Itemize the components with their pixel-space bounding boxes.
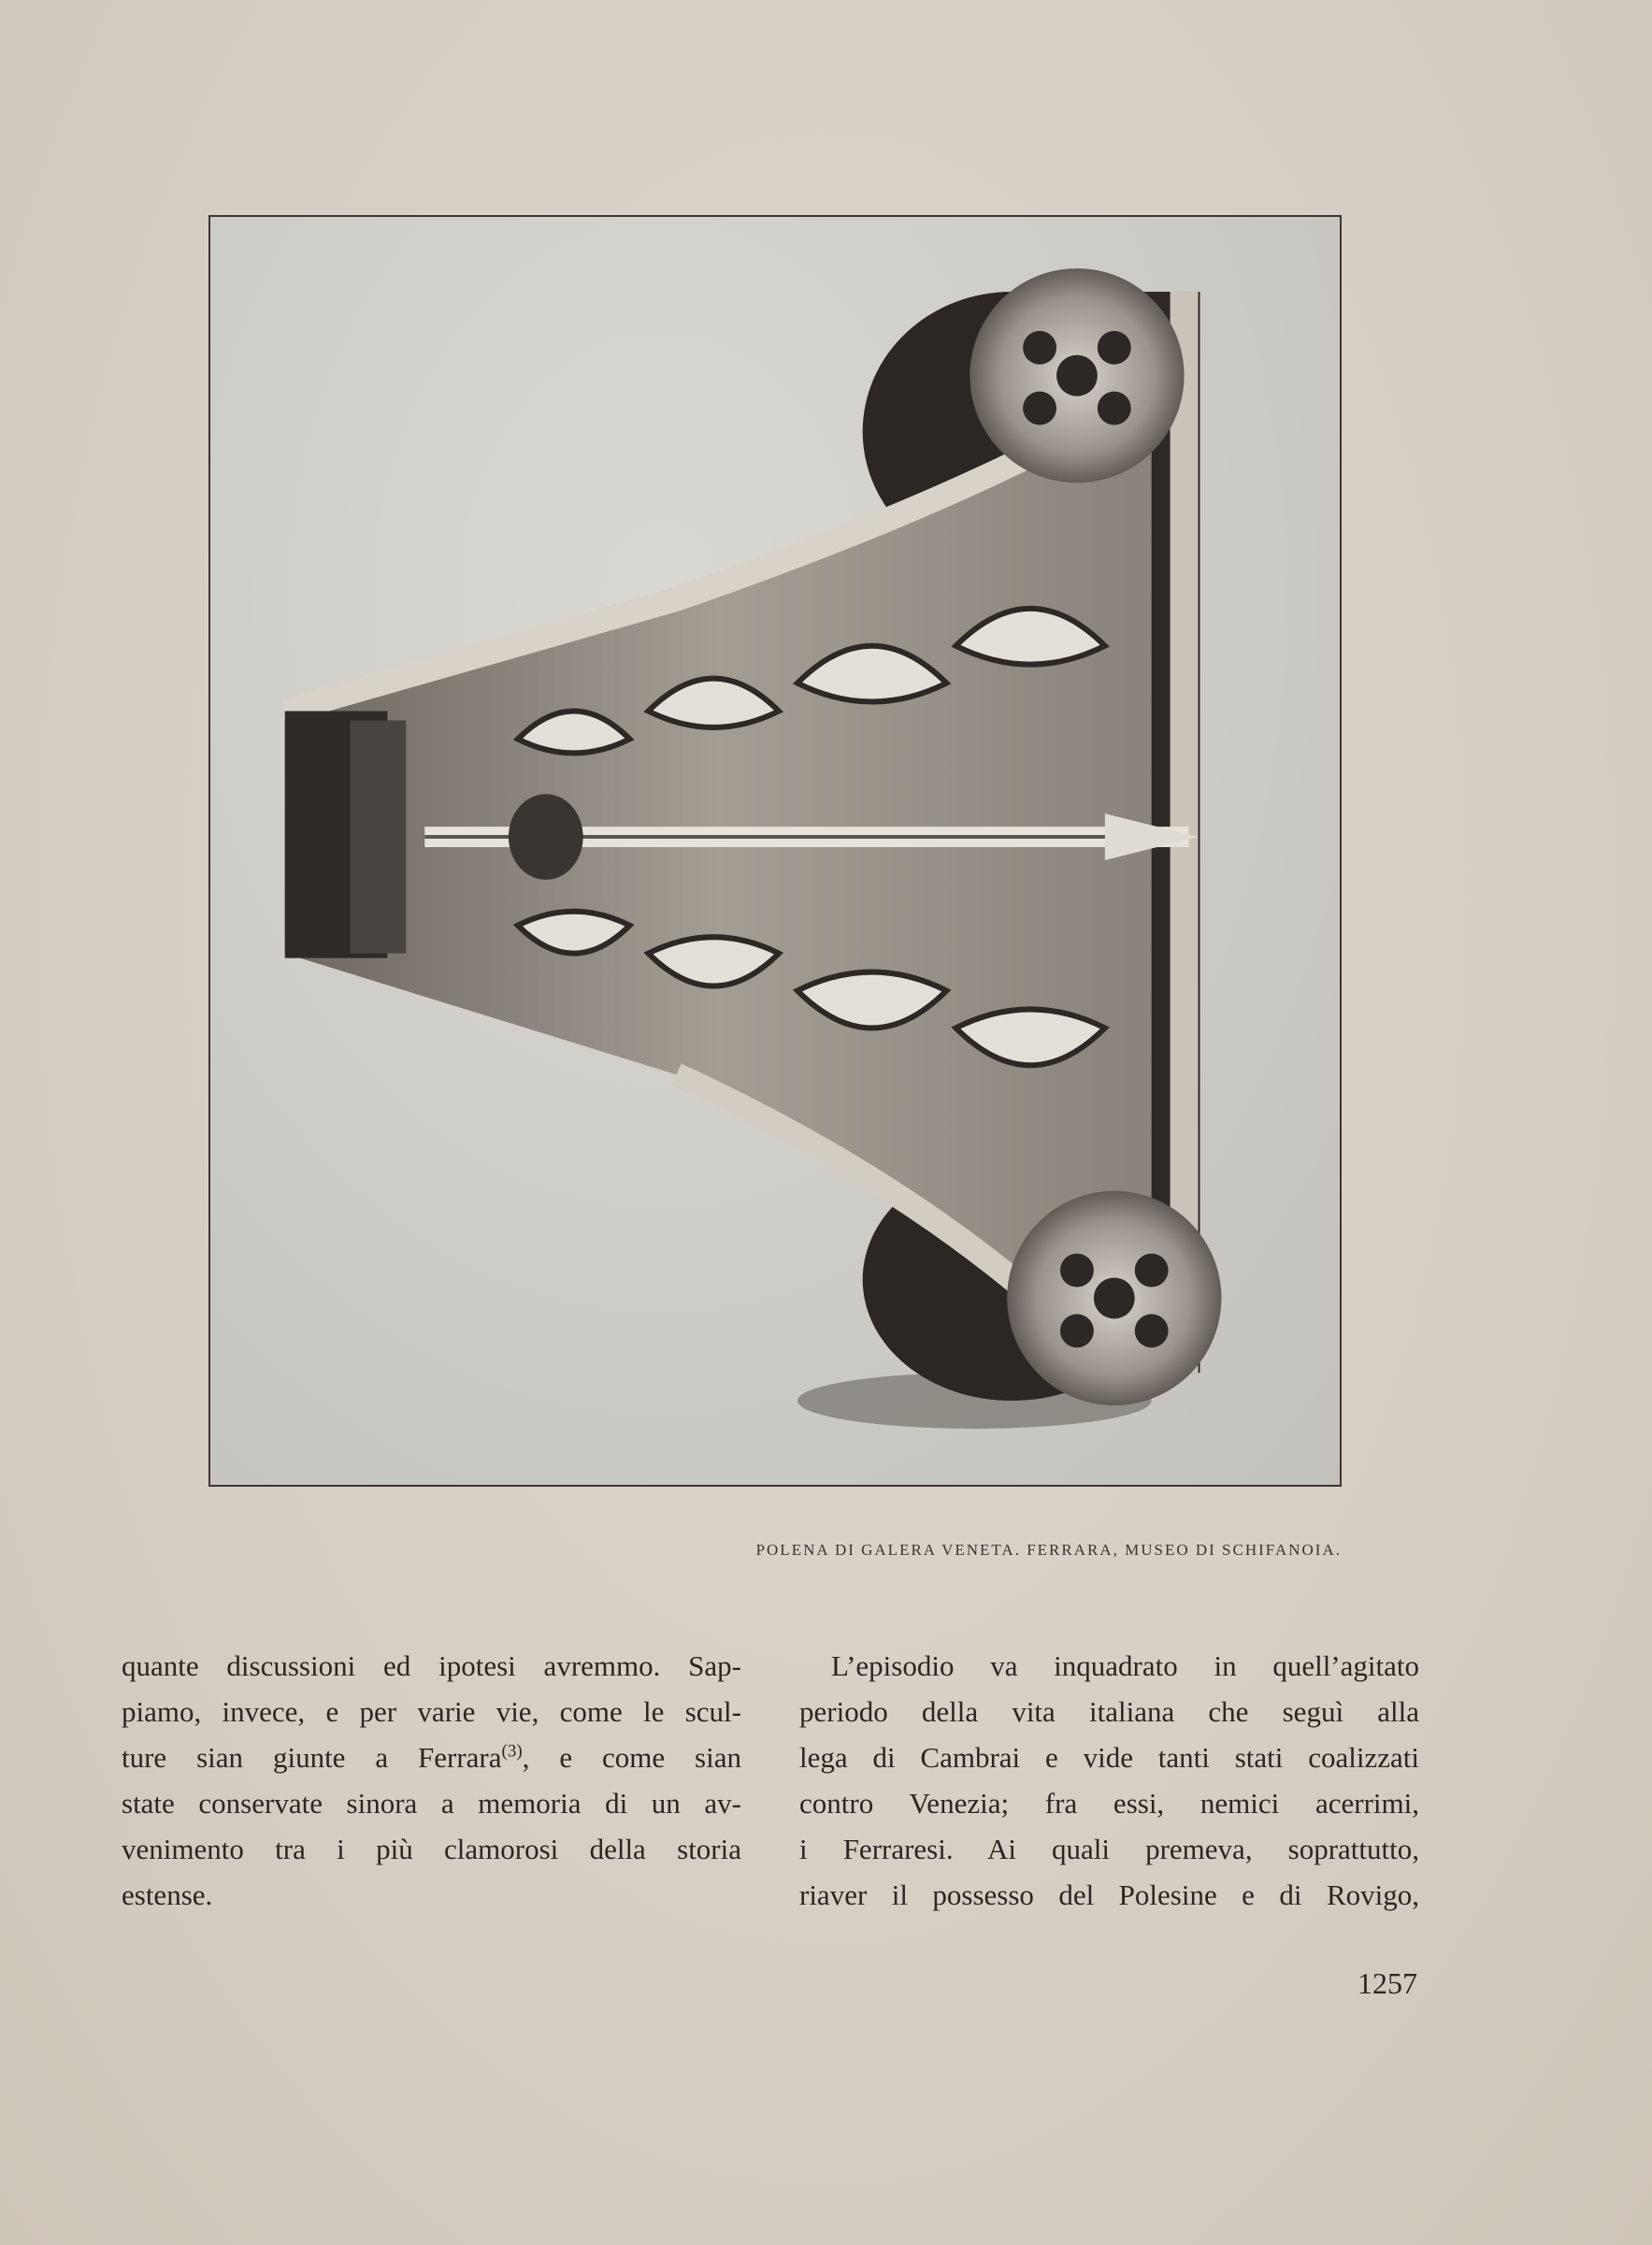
left-text-column — [122, 1643, 741, 1918]
text-line: contro Venezia; fra essi, nemici acerrimi, — [799, 1787, 1419, 1820]
text-line: venimento tra i più clamorosi della storia — [122, 1833, 741, 1865]
carved-figurehead-icon — [210, 217, 1340, 1485]
text-line: L’episodio va inquadrato in quell’agitato — [831, 1649, 1419, 1682]
figurehead-photo — [208, 215, 1342, 1487]
text-fragment: , e come sian — [522, 1741, 741, 1774]
right-text-column — [799, 1643, 1419, 1918]
figure-caption: POLENA DI GALERA VENETA. FERRARA, MUSEO DI SCHIFANOIA. — [755, 1541, 1342, 1559]
page-number: 1257 — [1358, 1966, 1417, 2000]
text-line: state conservate sinora a memoria di un av- — [122, 1787, 741, 1820]
text-line: quante discussioni ed ipotesi avremmo. Sap- — [122, 1649, 741, 1682]
text-line: periodo della vita italiana che seguì alla — [799, 1695, 1419, 1728]
text-line: piamo, invece, e per varie vie, come le scul- — [122, 1695, 741, 1728]
text-line-with-footnote — [122, 1734, 741, 1780]
text-line: riaver il possesso del Polesine e di Rovigo, — [799, 1878, 1419, 1911]
footnote-reference: (3) — [501, 1741, 523, 1762]
text-line: lega di Cambrai e vide tanti stati coalizzati — [799, 1741, 1419, 1774]
text-line: i Ferraresi. Ai quali premeva, soprattutto, — [799, 1833, 1419, 1865]
text-fragment: ture sian giunte a Ferrara — [122, 1741, 502, 1774]
text-line: estense. — [122, 1878, 213, 1911]
